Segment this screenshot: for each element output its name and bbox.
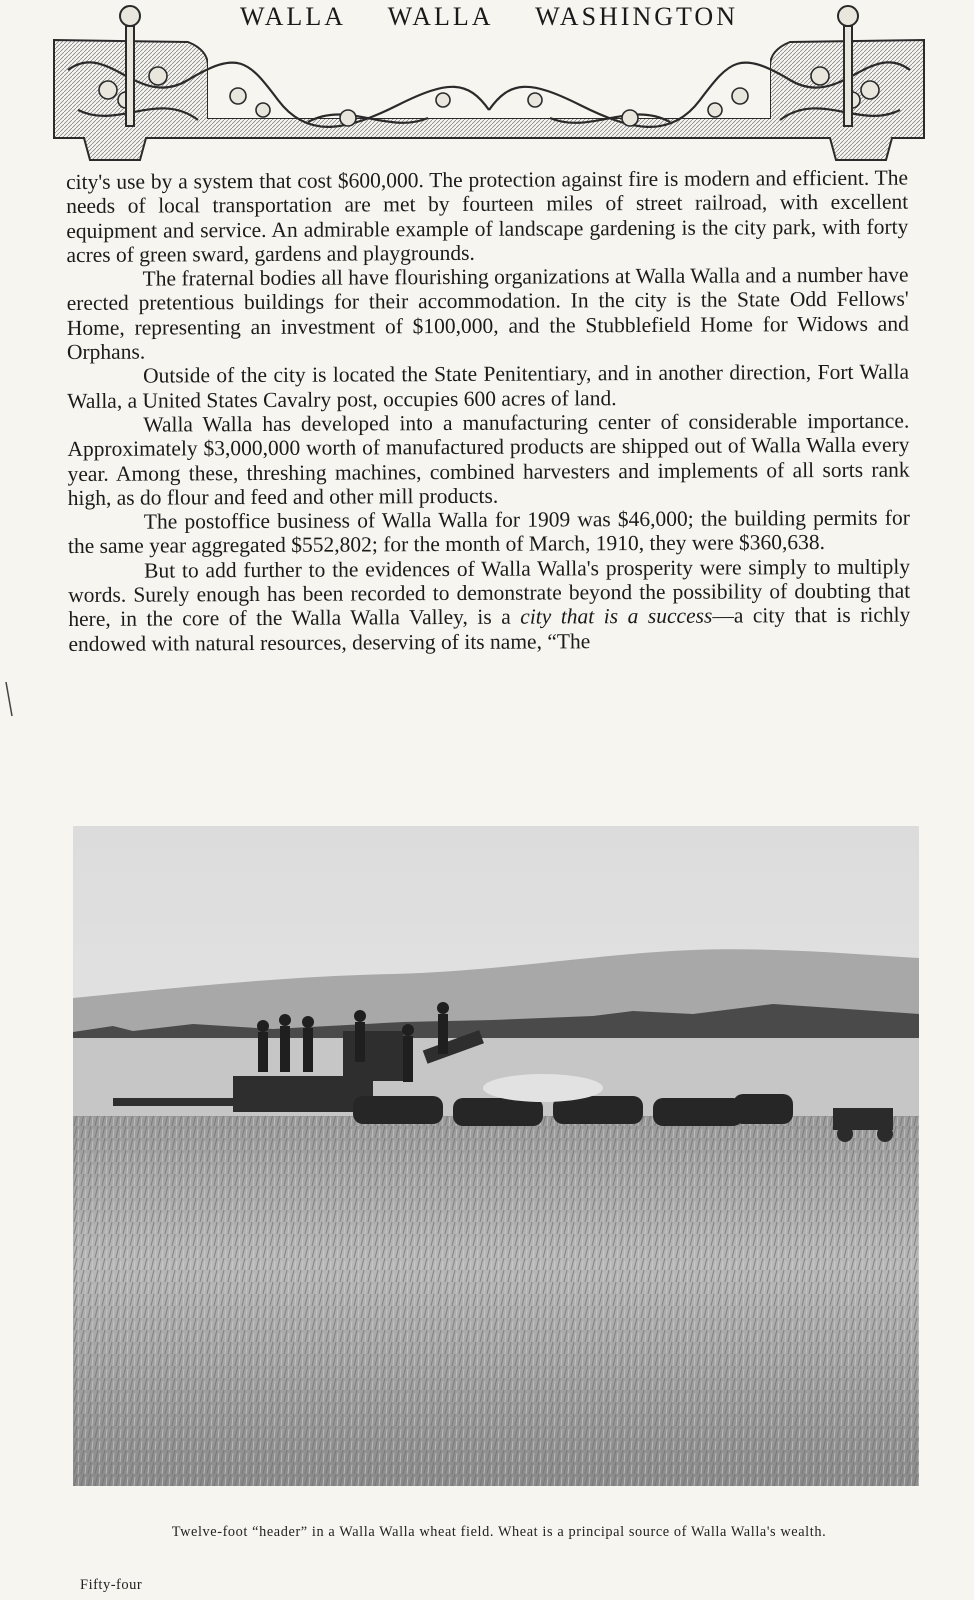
prosperity-text-start: But to add further to the evidences of Walla Walla's prosperity were simply to multiply words. Surely enough has been recorded to demonstrate beyond the possibility of doubting that here, in the core of the Walla Walla Valley, is a — [68, 554, 911, 632]
photo-caption: Twelve-foot “header” in a Walla Walla wheat field. Wheat is a principal source of Walla Walla's wealth. — [171, 1524, 827, 1540]
margin-pencil-mark — [2, 680, 16, 720]
wheat-field-photograph — [73, 826, 919, 1486]
prosperity-emphasis: city that is a success — [520, 603, 713, 629]
paragraph-city-services: city's use by a system that cost $600,000. The protection against fire is modern and efficient. The needs of local transportation are met by fourteen miles of street railroad, with excellent equipment and service. An admirable example of landscape gardening is the city park, with forty acres of green sward, gardens and playgrounds. — [66, 165, 909, 267]
article-body — [66, 166, 911, 656]
paragraph-fraternal-bodies: The fraternal bodies all have flourishing organizations at Walla Walla and a number have erected pretentious buildings for their accommodation. In the city is the State Odd Fellows' Home, representing an investment of $100,000, and the Stubblefield Home for Widows and Orphans. — [66, 262, 909, 365]
harvest-scene-illustration — [73, 826, 919, 1486]
paragraph-postoffice: The postoffice business of Walla Walla for 1909 was $46,000; the building permits for the same year aggregated $552,802; for the month of March, 1910, they were $360,638. — [67, 505, 910, 559]
paragraph-manufacturing: Walla Walla has developed into a manufacturing center of considerable importance. Approximately $3,000,000 worth of manufactured products are shipped out of Walla Walla every year. Among these, threshing machines, combined harvesters and implements of all sorts rank high, as do flour and feed and other mill products. — [67, 408, 910, 510]
prosperity-text-end: —a city that is richly endowed with natural resources, deserving of its name, “The — [68, 602, 911, 656]
page-number: Fifty-four — [80, 1577, 143, 1593]
paragraph-penitentiary-fort: Outside of the city is located the State Penitentiary, and in another direction, Fort Walla Walla, a United States Cavalry post, occupies 600 acres of land. — [67, 359, 910, 413]
paragraph-prosperity — [68, 554, 910, 656]
ornamental-header — [48, 0, 930, 165]
page-running-title: WALLA WALLA WASHINGTON — [240, 2, 738, 31]
